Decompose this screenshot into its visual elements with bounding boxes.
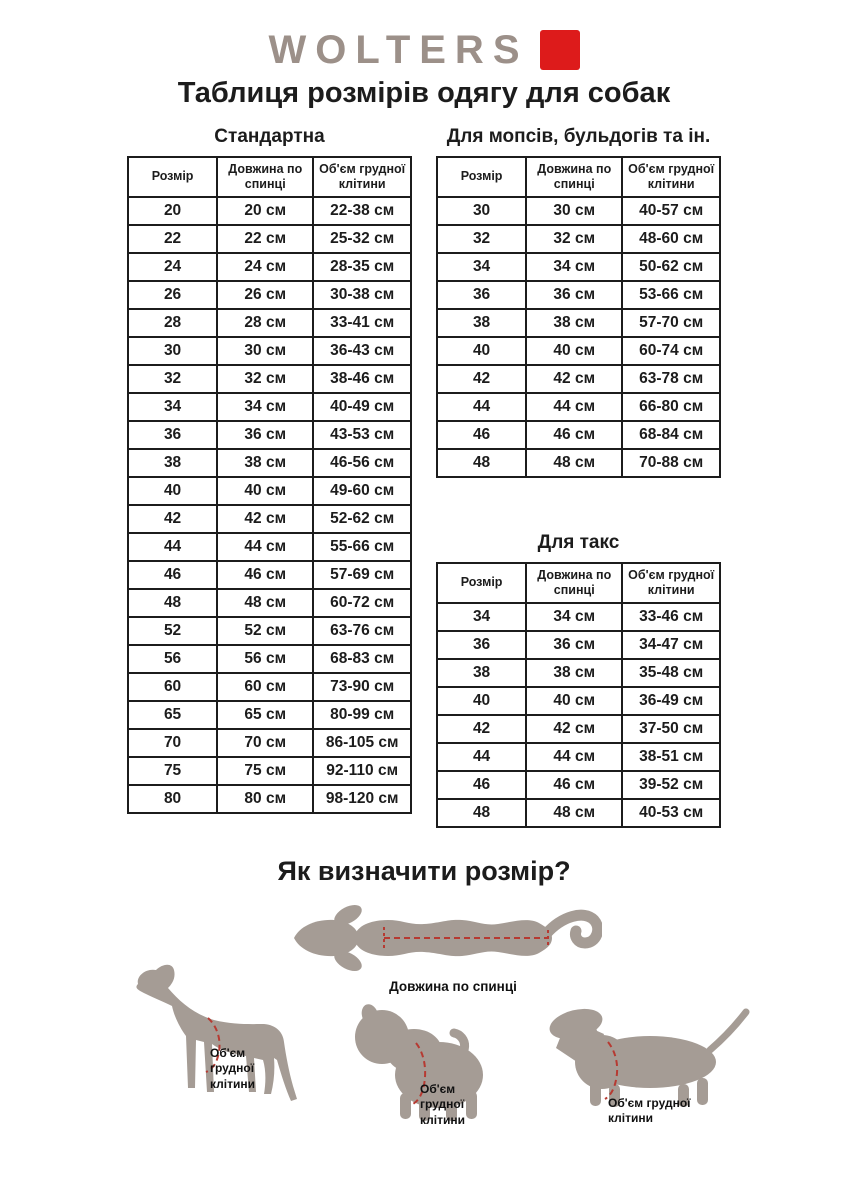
table-row (437, 253, 720, 281)
size-table-pugs-bulldogs (436, 156, 721, 478)
chest-volume-label-pug: Об'єм грудної клітини (420, 1081, 465, 1127)
table-cell: 48 см (526, 799, 622, 827)
table-cell: 80-99 см (313, 701, 411, 729)
table-cell: 39-52 см (622, 771, 720, 799)
table-cell: 36 (437, 281, 526, 309)
table-cell: 40 см (526, 337, 622, 365)
table-cell: 46 см (526, 771, 622, 799)
table-row (128, 337, 411, 365)
table-cell: 36-43 см (313, 337, 411, 365)
table-cell: 46-56 см (313, 449, 411, 477)
table-cell: 34 (437, 603, 526, 631)
size-table-dachshunds (436, 562, 721, 828)
table-cell: 34 см (526, 253, 622, 281)
table-row (128, 281, 411, 309)
table-row (437, 743, 720, 771)
table-cell: 30 (437, 197, 526, 225)
table-row (128, 449, 411, 477)
table-title-dachshunds: Для такс (537, 531, 620, 553)
table-cell: 22-38 см (313, 197, 411, 225)
table-cell: 24 (128, 253, 217, 281)
table-row (437, 197, 720, 225)
table-cell: 42 (437, 365, 526, 393)
column-header: Об'єм грудної клітини (622, 563, 720, 603)
table-row (128, 757, 411, 785)
table-row (128, 561, 411, 589)
size-table-standard (127, 156, 412, 814)
column-header: Розмір (437, 563, 526, 603)
table-cell: 68-83 см (313, 645, 411, 673)
table-cell: 30 см (526, 197, 622, 225)
table-row (437, 365, 720, 393)
table-row (128, 309, 411, 337)
table-cell: 86-105 см (313, 729, 411, 757)
table-row (437, 309, 720, 337)
table-cell: 75 см (217, 757, 313, 785)
table-row (437, 631, 720, 659)
table-cell: 52 см (217, 617, 313, 645)
table-cell: 44 см (217, 533, 313, 561)
column-header: Розмір (128, 157, 217, 197)
table-row (437, 659, 720, 687)
table-row (128, 505, 411, 533)
table-cell: 26 см (217, 281, 313, 309)
table-cell: 63-78 см (622, 365, 720, 393)
table-cell: 38 (128, 449, 217, 477)
table-row (128, 617, 411, 645)
table-cell: 42 см (526, 715, 622, 743)
table-title-pugs-bulldogs: Для мопсів, бульдогів та ін. (446, 126, 711, 147)
table-cell: 40 см (526, 687, 622, 715)
table-row (128, 589, 411, 617)
table-cell: 40 (437, 337, 526, 365)
table-cell: 28 см (217, 309, 313, 337)
column-header: Об'єм грудної клітини (622, 157, 720, 197)
table-cell: 36 см (526, 631, 622, 659)
table-cell: 63-76 см (313, 617, 411, 645)
table-cell: 60-72 см (313, 589, 411, 617)
table-row (128, 673, 411, 701)
table-cell: 30-38 см (313, 281, 411, 309)
table-row (437, 687, 720, 715)
table-row (437, 449, 720, 477)
table-row (437, 337, 720, 365)
right-column (436, 126, 721, 828)
table-cell: 32 (128, 365, 217, 393)
table-cell: 43-53 см (313, 421, 411, 449)
table-cell: 38 см (526, 659, 622, 687)
table-cell: 24 см (217, 253, 313, 281)
table-cell: 34 см (526, 603, 622, 631)
table-cell: 33-46 см (622, 603, 720, 631)
table-cell: 36 (437, 631, 526, 659)
table-cell: 44 см (526, 743, 622, 771)
size-tables-area (0, 126, 848, 828)
how-to-title: Як визначити розмір? (277, 855, 571, 886)
table-cell: 98-120 см (313, 785, 411, 813)
table-cell: 28-35 см (313, 253, 411, 281)
table-cell: 34-47 см (622, 631, 720, 659)
table-row (437, 771, 720, 799)
table-cell: 37-50 см (622, 715, 720, 743)
table-cell: 56 см (217, 645, 313, 673)
table-cell: 92-110 см (313, 757, 411, 785)
table-cell: 25-32 см (313, 225, 411, 253)
table-cell: 38 см (217, 449, 313, 477)
chest-volume-label-dachshund: Об'єм грудної клітини (608, 1095, 691, 1126)
back-length-label: Довжина по спинці (389, 978, 517, 994)
dachshund-illustration (540, 998, 755, 1110)
column-header: Довжина по спинці (217, 157, 313, 197)
table-cell: 46 (437, 771, 526, 799)
page-header (0, 0, 848, 110)
table-cell: 52 (128, 617, 217, 645)
table-cell: 42 см (526, 365, 622, 393)
table-cell: 40 (437, 687, 526, 715)
column-header: Розмір (437, 157, 526, 197)
table-row (437, 393, 720, 421)
table-row (128, 421, 411, 449)
column-header: Довжина по спинці (526, 563, 622, 603)
table-row (128, 729, 411, 757)
table-cell: 48 (128, 589, 217, 617)
table-cell: 44 см (526, 393, 622, 421)
table-row (128, 393, 411, 421)
table-row (437, 715, 720, 743)
table-row (128, 645, 411, 673)
table-cell: 48 см (217, 589, 313, 617)
table-cell: 38 (437, 309, 526, 337)
table-row (128, 365, 411, 393)
table-cell: 44 (128, 533, 217, 561)
column-header: Довжина по спинці (526, 157, 622, 197)
table-row (128, 477, 411, 505)
table-cell: 66-80 см (622, 393, 720, 421)
table-cell: 46 см (526, 421, 622, 449)
table-cell: 52-62 см (313, 505, 411, 533)
table-cell: 40-49 см (313, 393, 411, 421)
table-cell: 38 см (526, 309, 622, 337)
table-cell: 75 (128, 757, 217, 785)
table-cell: 26 (128, 281, 217, 309)
table-row (128, 197, 411, 225)
table-cell: 80 (128, 785, 217, 813)
table-row (128, 533, 411, 561)
table-cell: 68-84 см (622, 421, 720, 449)
table-cell: 36 см (217, 421, 313, 449)
table-cell: 70 (128, 729, 217, 757)
table-cell: 50-62 см (622, 253, 720, 281)
table-cell: 40 (128, 477, 217, 505)
table-cell: 56 (128, 645, 217, 673)
table-cell: 48 (437, 799, 526, 827)
table-cell: 48 (437, 449, 526, 477)
table-cell: 48-60 см (622, 225, 720, 253)
table-cell: 48 см (526, 449, 622, 477)
how-to-measure-section (0, 850, 848, 1150)
table-cell: 65 (128, 701, 217, 729)
table-cell: 46 (128, 561, 217, 589)
table-cell: 22 (128, 225, 217, 253)
table-cell: 32 см (526, 225, 622, 253)
table-cell: 20 см (217, 197, 313, 225)
table-cell: 32 (437, 225, 526, 253)
table-cell: 60 (128, 673, 217, 701)
table-cell: 46 (437, 421, 526, 449)
table-cell: 53-66 см (622, 281, 720, 309)
table-cell: 34 (128, 393, 217, 421)
table-cell: 44 (437, 743, 526, 771)
table-cell: 44 (437, 393, 526, 421)
table-row (437, 603, 720, 631)
table-cell: 35-48 см (622, 659, 720, 687)
table-row (437, 225, 720, 253)
table-cell: 36 (128, 421, 217, 449)
logo-text: WOLTERS (268, 28, 529, 72)
left-column (127, 126, 412, 814)
chest-volume-label-large-dog: Об'єм грудної клітини (210, 1045, 255, 1091)
table-row (128, 225, 411, 253)
table-row (128, 701, 411, 729)
table-cell: 55-66 см (313, 533, 411, 561)
table-cell: 28 (128, 309, 217, 337)
table-cell: 49-60 см (313, 477, 411, 505)
table-row (128, 785, 411, 813)
table-cell: 36-49 см (622, 687, 720, 715)
table-cell: 38-46 см (313, 365, 411, 393)
table-cell: 57-69 см (313, 561, 411, 589)
table-row (437, 281, 720, 309)
table-cell: 42 (128, 505, 217, 533)
page-title: Таблиця розмірів одягу для собак (177, 77, 671, 109)
table-cell: 42 см (217, 505, 313, 533)
table-cell: 70 см (217, 729, 313, 757)
table-cell: 40-53 см (622, 799, 720, 827)
table-cell: 80 см (217, 785, 313, 813)
table-cell: 40-57 см (622, 197, 720, 225)
table-cell: 34 см (217, 393, 313, 421)
table-row (437, 421, 720, 449)
table-cell: 57-70 см (622, 309, 720, 337)
column-header: Об'єм грудної клітини (313, 157, 411, 197)
table-cell: 32 см (217, 365, 313, 393)
table-cell: 60-74 см (622, 337, 720, 365)
dog-top-view-illustration (292, 898, 602, 978)
table-cell: 40 см (217, 477, 313, 505)
table-cell: 38-51 см (622, 743, 720, 771)
table-cell: 30 см (217, 337, 313, 365)
table-cell: 46 см (217, 561, 313, 589)
table-cell: 36 см (526, 281, 622, 309)
table-row (128, 253, 411, 281)
table-cell: 70-88 см (622, 449, 720, 477)
table-cell: 73-90 см (313, 673, 411, 701)
table-cell: 38 (437, 659, 526, 687)
table-cell: 65 см (217, 701, 313, 729)
brand-logo (0, 0, 848, 70)
table-cell: 33-41 см (313, 309, 411, 337)
logo-red-square-icon (540, 30, 580, 70)
table-row (437, 799, 720, 827)
table-cell: 34 (437, 253, 526, 281)
table-title-standard: Стандартна (214, 126, 325, 147)
table-cell: 30 (128, 337, 217, 365)
table-cell: 60 см (217, 673, 313, 701)
table-cell: 22 см (217, 225, 313, 253)
table-cell: 42 (437, 715, 526, 743)
table-cell: 20 (128, 197, 217, 225)
